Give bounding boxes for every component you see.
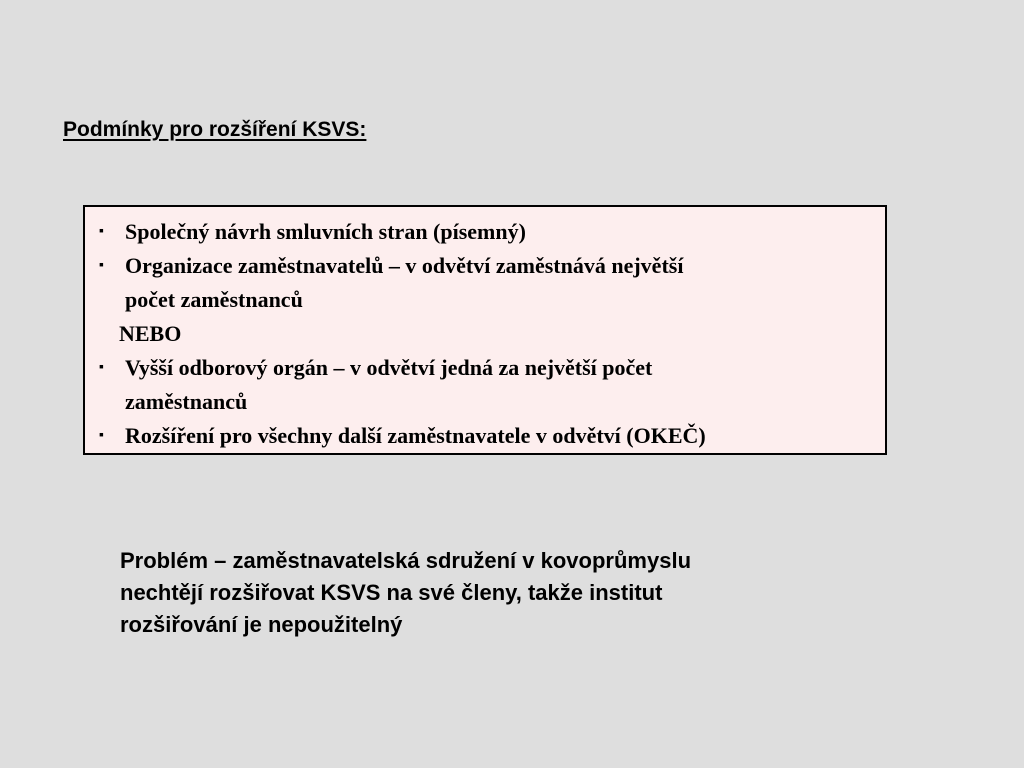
problem-line: Problém – zaměstnavatelská sdružení v kovoprůmyslu [120,548,692,573]
condition-line: Organizace zaměstnavatelů – v odvětví zaměstnává největší [125,253,684,278]
condition-item-union-body [97,351,875,419]
condition-item-joint-proposal [97,215,875,249]
condition-line: Společný návrh smluvních stran (písemný) [125,219,526,244]
square-bullet-icon: ▪ [99,360,104,375]
condition-line: Rozšíření pro všechny další zaměstnavatele v odvětví (OKEČ) [125,423,706,448]
square-bullet-icon: ▪ [99,258,104,273]
square-bullet-icon: ▪ [99,224,104,239]
slide-title: Podmínky pro rozšíření KSVS: [63,118,367,141]
condition-line: počet zaměstnanců [125,287,303,312]
condition-line: Vyšší odborový orgán – v odvětví jedná za největší počet [125,355,653,380]
condition-item-employer-organization [97,249,875,317]
problem-line: rozšiřování je nepoužitelný [120,612,403,637]
square-bullet-icon: ▪ [99,428,104,443]
conditions-box [83,205,887,455]
condition-line: zaměstnanců [125,389,248,414]
condition-item-extension [97,419,875,453]
problem-line: nechtějí rozšiřovat KSVS na své členy, takže institut [120,580,663,605]
or-separator: NEBO [119,321,182,346]
problem-statement [120,545,920,641]
